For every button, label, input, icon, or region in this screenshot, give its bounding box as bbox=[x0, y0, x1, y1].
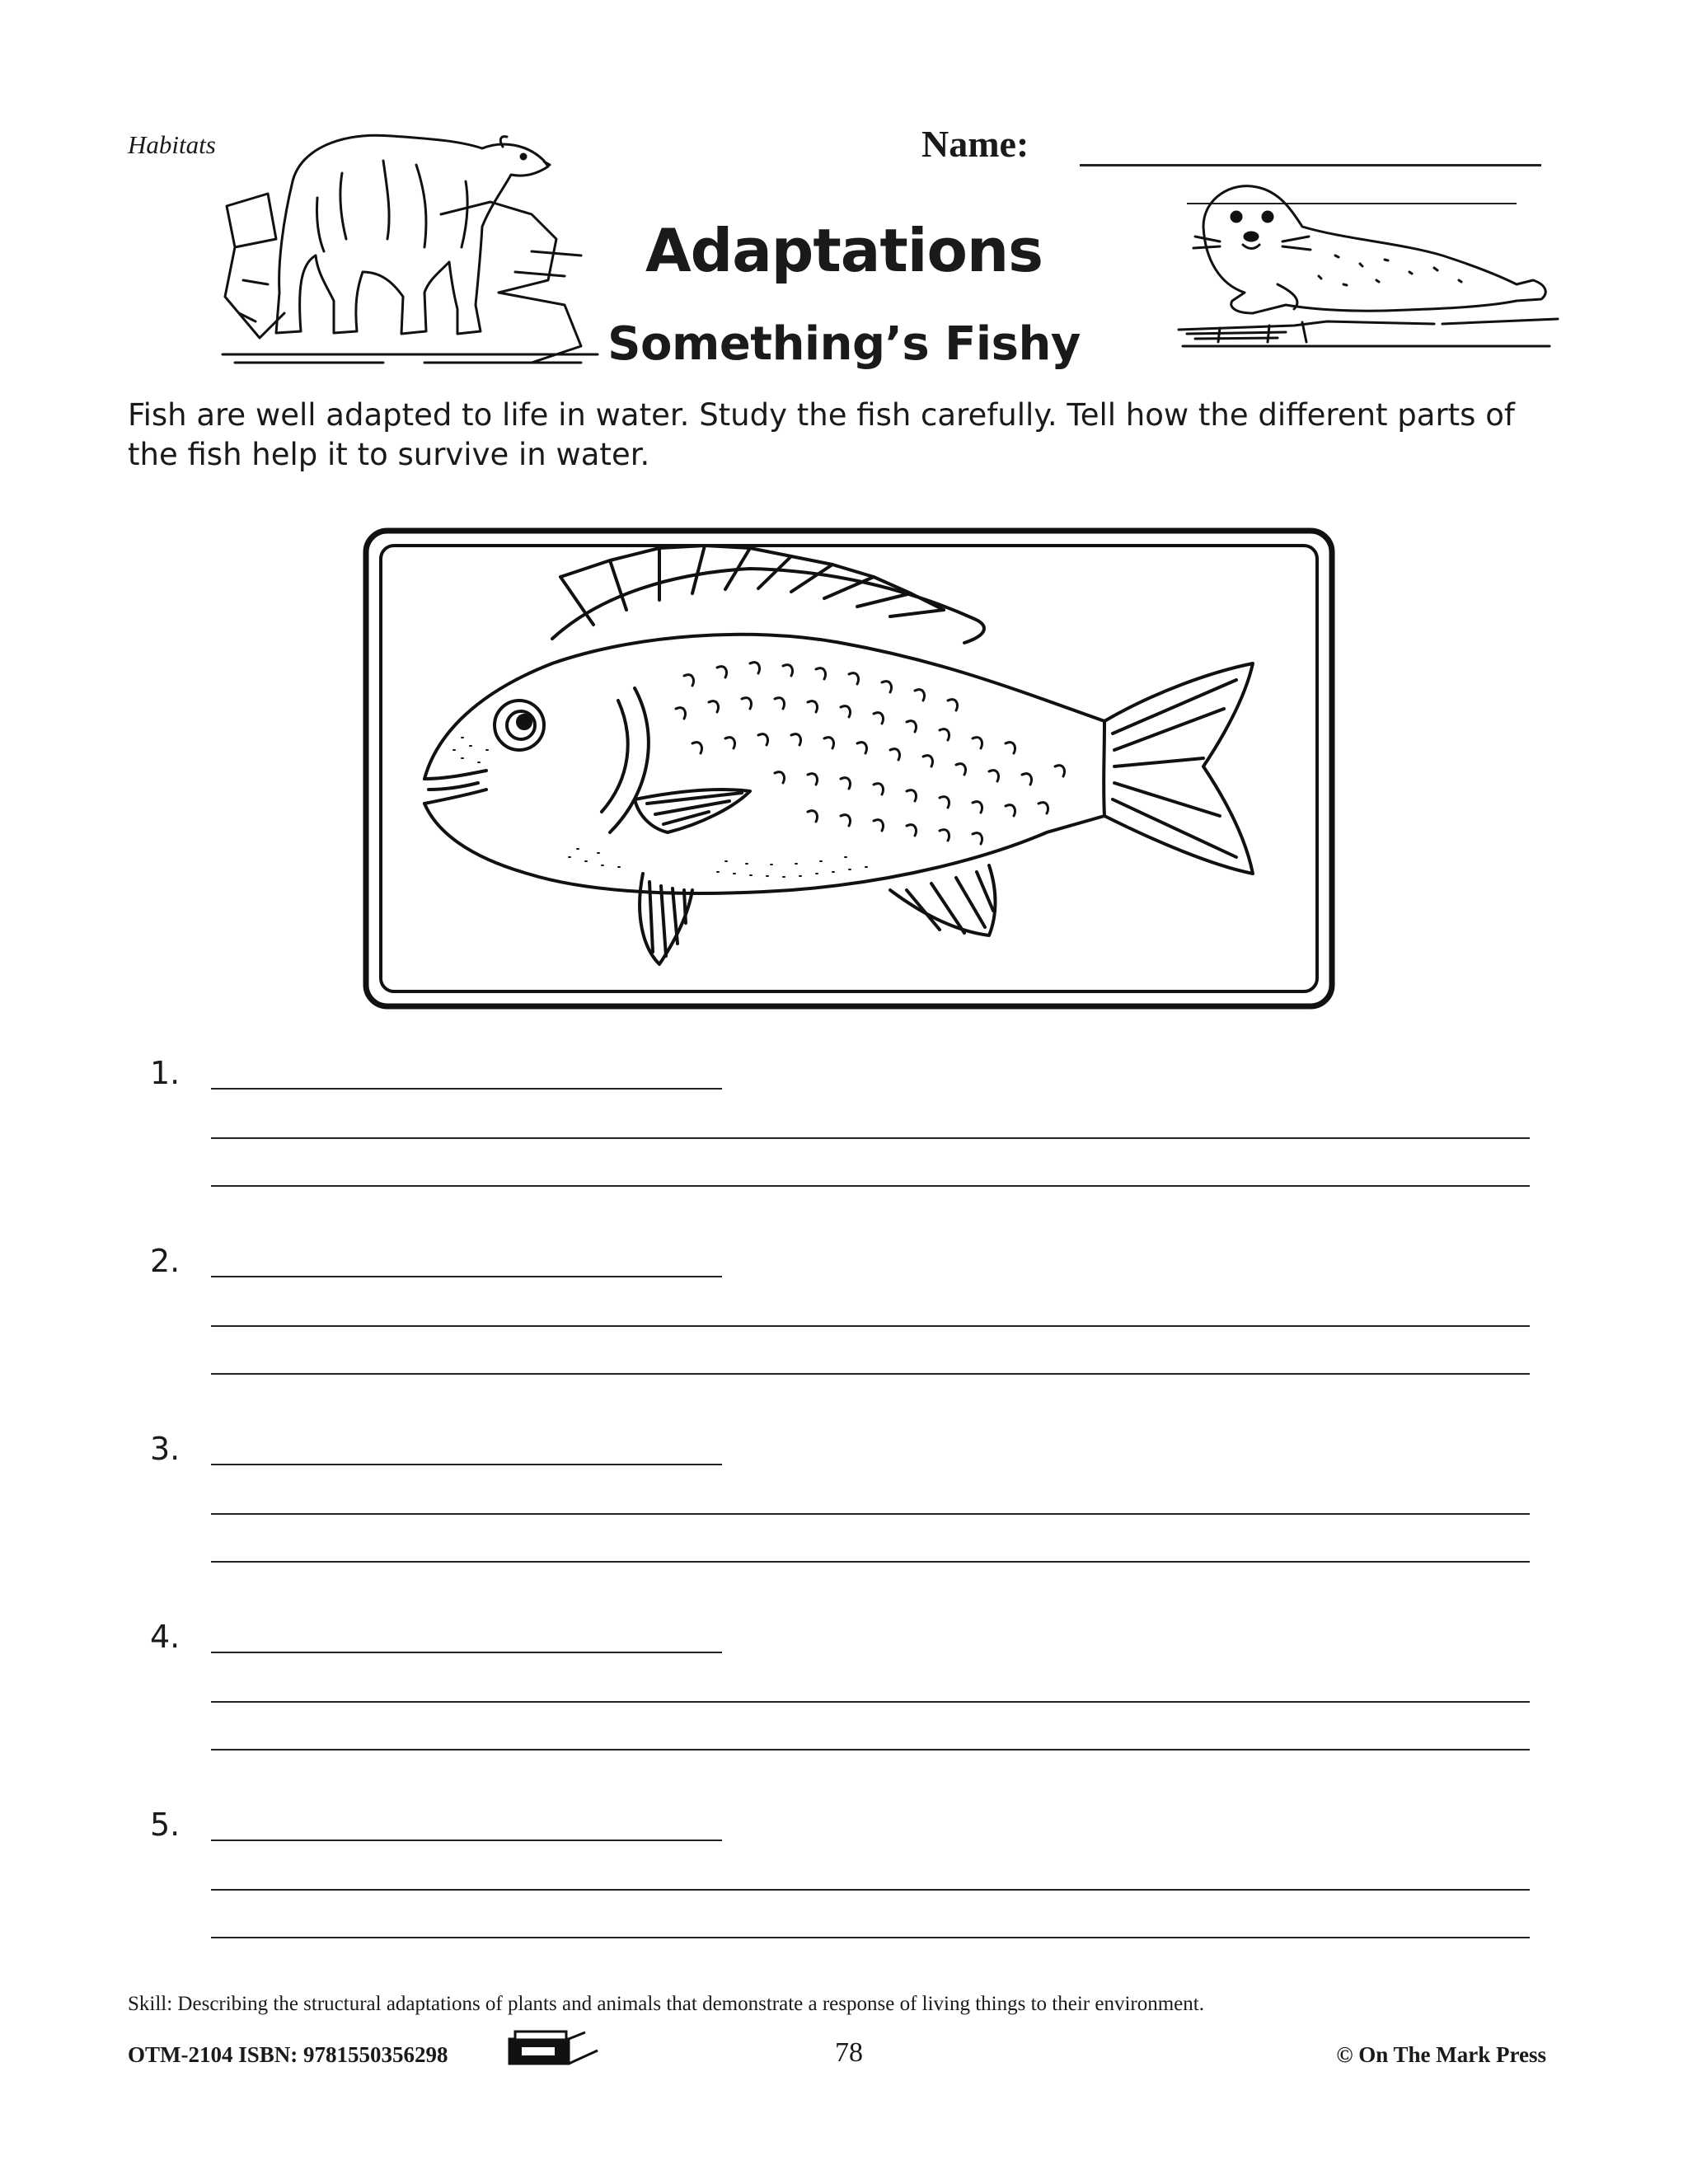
answer-part-line[interactable] bbox=[211, 1840, 722, 1841]
answer-part-line[interactable] bbox=[211, 1276, 722, 1277]
answer-part-line[interactable] bbox=[211, 1088, 722, 1090]
question-number: 3. bbox=[150, 1431, 181, 1467]
answer-line[interactable] bbox=[211, 1373, 1530, 1375]
page-number: 78 bbox=[835, 2037, 863, 2068]
product-code-isbn: OTM-2104 ISBN: 9781550356298 bbox=[128, 2042, 448, 2067]
page-subtitle: Something’s Fishy bbox=[607, 317, 1081, 371]
answer-line[interactable] bbox=[211, 1701, 1530, 1703]
name-label: Name: bbox=[921, 123, 1029, 165]
answer-line[interactable] bbox=[211, 1325, 1530, 1327]
instructions-text: Fish are well adapted to life in water. Study the fish carefully. Tell how the different parts of the fish help it to survive in water. bbox=[128, 397, 1515, 472]
page-title: Adaptations bbox=[645, 216, 1043, 285]
answer-line[interactable] bbox=[211, 1137, 1530, 1139]
answer-part-line[interactable] bbox=[211, 1652, 722, 1653]
answer-line[interactable] bbox=[211, 1749, 1530, 1750]
question-number: 5. bbox=[150, 1807, 181, 1843]
fish-illustration bbox=[424, 546, 1253, 964]
answer-line[interactable] bbox=[211, 1889, 1530, 1891]
name-input-line[interactable] bbox=[1080, 164, 1541, 166]
answer-part-line[interactable] bbox=[211, 1464, 722, 1465]
answer-line[interactable] bbox=[211, 1937, 1530, 1938]
answer-line[interactable] bbox=[211, 1561, 1530, 1563]
answer-line[interactable] bbox=[211, 1185, 1530, 1187]
question-number: 1. bbox=[150, 1055, 181, 1091]
question-number: 4. bbox=[150, 1619, 181, 1655]
skill-text: Skill: Describing the structural adaptations of plants and animals that demonstrate a response of living things to their environment. bbox=[128, 1993, 1204, 2015]
answer-line[interactable] bbox=[211, 1513, 1530, 1515]
subject-label: Habitats bbox=[128, 130, 216, 159]
question-number: 2. bbox=[150, 1243, 181, 1279]
book-icon bbox=[507, 2027, 602, 2067]
fish-illustration-frame bbox=[363, 527, 1335, 1010]
copyright-text: © On The Mark Press bbox=[1336, 2042, 1546, 2067]
